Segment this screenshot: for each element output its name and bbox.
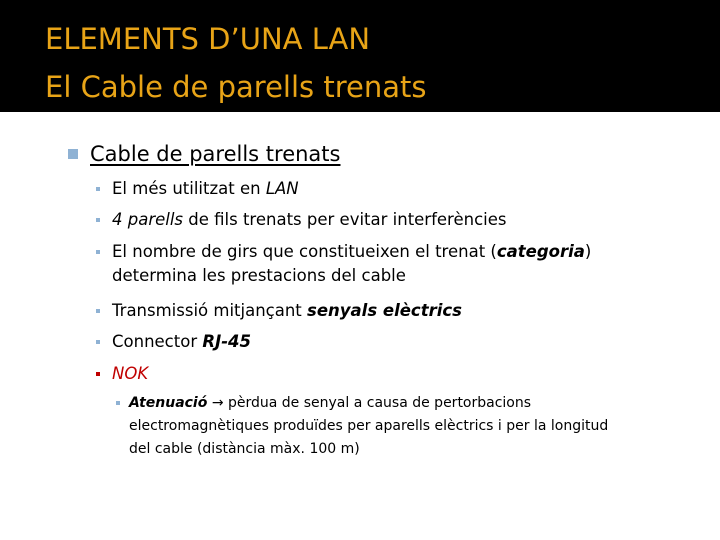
bullet-text: Cable de parells trenats — [90, 142, 341, 166]
item-text: Connector — [112, 332, 203, 351]
right-arrow-icon: → — [211, 395, 224, 411]
square-bullet-icon — [68, 149, 78, 159]
item-text: de fils trenats per evitar interferències — [183, 210, 507, 229]
square-bullet-icon — [116, 401, 120, 405]
square-bullet-icon — [96, 250, 100, 254]
item-text-close: ) — [584, 242, 592, 261]
item-text: Transmissió mitjançant — [112, 301, 308, 320]
subitem-emphasis: Atenuació — [129, 395, 208, 411]
item-emphasis: LAN — [265, 179, 299, 198]
slide-title-line1: ELEMENTS D’UNA LAN — [45, 22, 371, 56]
item-text: El nombre de girs que constitueixen el trenat ( — [112, 242, 497, 261]
square-bullet-icon — [96, 309, 100, 313]
square-bullet-icon — [96, 218, 100, 222]
item-emphasis: categoria — [496, 242, 585, 261]
square-bullet-icon — [96, 340, 100, 344]
square-bullet-icon — [96, 187, 100, 191]
subitem-text-line2: electromagnètiques produïdes per aparells elèctrics i per la longitud — [129, 418, 609, 434]
slide-title-line2: El Cable de parells trenats — [45, 70, 427, 104]
item-emphasis: RJ-45 — [202, 332, 252, 351]
item-emphasis: senyals elèctrics — [307, 301, 462, 320]
item-nok-text: NOK — [112, 364, 149, 383]
square-bullet-icon — [96, 372, 100, 376]
item-text: El més utilitzat en — [112, 179, 266, 198]
subitem-text-line3: del cable (distància màx. 100 m) — [129, 441, 360, 457]
item-emphasis: 4 parells — [112, 210, 184, 229]
title-bar — [0, 0, 720, 112]
subitem-text: pèrdua de senyal a causa de pertorbacions — [223, 395, 532, 411]
item-text-line2: determina les prestacions del cable — [112, 266, 406, 285]
